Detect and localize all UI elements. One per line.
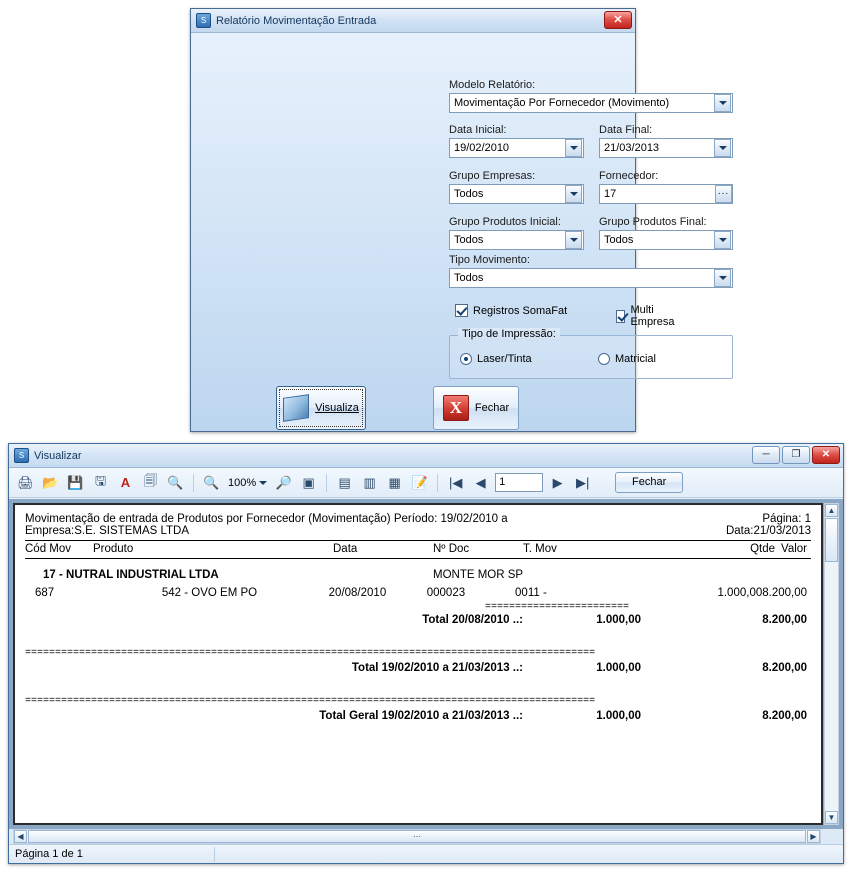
field-grupo-empresas	[449, 170, 584, 204]
modelo-relatorio-label: Modelo Relatório:	[449, 79, 536, 91]
close-x-icon: X	[443, 395, 469, 421]
copy-icon[interactable]: 🗐	[144, 472, 157, 488]
cell-valor: 8.200,00	[762, 587, 807, 599]
field-data-final	[599, 124, 733, 158]
visualiza-button-label: Visualiza	[315, 402, 359, 414]
chevron-down-icon[interactable]	[714, 94, 731, 112]
zoom-in-icon[interactable]: 🔍	[203, 474, 220, 490]
grupo-empresas-combo[interactable]	[449, 184, 584, 204]
vertical-scrollbar[interactable]	[824, 503, 839, 825]
tipo-movimento-value: Todos	[454, 272, 484, 284]
status-extra	[215, 845, 843, 863]
prev-page-icon[interactable]: ◀	[475, 474, 486, 490]
cell-qtde: 1.000,00	[717, 587, 763, 599]
cell-cod-mov: 687	[35, 587, 55, 599]
modelo-relatorio-value: Movimentação Por Fornecedor (Movimento)	[454, 97, 670, 109]
report-content	[15, 505, 821, 722]
checkbox-multi-empresa[interactable]	[616, 304, 678, 328]
calendar-chevron-down-icon[interactable]	[565, 139, 582, 157]
col-t-mov: T. Mov	[523, 543, 557, 555]
radio-laser-tinta[interactable]	[460, 353, 532, 365]
grupo-produtos-final-label: Grupo Produtos Final:	[599, 216, 707, 228]
report-dialog-window	[190, 8, 730, 432]
tipo-movimento-combo[interactable]	[449, 268, 733, 288]
cell-produto: 542 - OVO EM PO	[161, 587, 258, 599]
cell-data: 20/08/2010	[328, 587, 387, 599]
open-icon[interactable]: 📂	[42, 474, 59, 490]
checkbox-registros-somafat[interactable]	[455, 304, 567, 317]
field-tipo-movimento	[449, 254, 733, 288]
table-row	[25, 587, 811, 599]
chevron-down-icon[interactable]	[565, 185, 582, 203]
data-inicial-value: 19/02/2010	[454, 142, 510, 154]
report-column-headers	[25, 543, 811, 555]
horizontal-scroll-thumb[interactable]: ⋯	[28, 830, 806, 843]
data-final-label: Data Final:	[599, 124, 653, 136]
app-icon: S	[196, 13, 211, 28]
total-separator-1: ========================	[485, 602, 630, 613]
supplier-name: 17 - NUTRAL INDUSTRIAL LTDA	[43, 569, 219, 581]
scroll-down-icon[interactable]: ▼	[825, 811, 838, 824]
find-icon[interactable]: 🔍	[167, 474, 184, 490]
preview-titlebar[interactable]	[9, 444, 843, 468]
dialog-button-bar	[191, 370, 635, 431]
col-data: Data	[333, 543, 358, 555]
radio-icon[interactable]	[460, 353, 472, 365]
scroll-left-icon[interactable]: ◀	[14, 830, 27, 843]
total-valor-3: 8.200,00	[762, 710, 807, 722]
fechar-button[interactable]	[433, 386, 519, 430]
report-header-line-2	[25, 525, 811, 537]
grupo-produtos-inicial-combo[interactable]	[449, 230, 584, 250]
horizontal-scrollbar[interactable]	[13, 829, 821, 844]
ellipsis-browse-icon[interactable]: ...	[715, 185, 732, 203]
grupo-produtos-final-value: Todos	[604, 234, 634, 246]
edit-icon[interactable]: 📝	[411, 474, 428, 490]
preview-toolbar	[9, 468, 843, 498]
total-valor-1: 8.200,00	[762, 614, 807, 626]
print-type-legend: Tipo de Impressão:	[458, 328, 560, 340]
dialog-titlebar[interactable]	[191, 9, 635, 33]
grupo-produtos-final-combo[interactable]	[599, 230, 733, 250]
scroll-right-icon[interactable]: ▶	[807, 830, 820, 843]
total-row-1	[25, 614, 811, 626]
zoom-out-icon[interactable]: 🔎	[275, 474, 292, 490]
supplier-city: MONTE MOR SP	[433, 569, 524, 581]
report-title: Movimentação de entrada de Produtos por Fornecedor (Movimentação) Período: 19/02/2010 a	[25, 513, 508, 525]
grupo-empresas-label: Grupo Empresas:	[449, 170, 536, 182]
page-number-input[interactable]: 1	[495, 473, 543, 492]
chevron-down-icon[interactable]	[565, 231, 582, 249]
status-page-info: Página 1 de 1	[15, 848, 83, 860]
first-page-icon[interactable]: |◀	[448, 474, 463, 490]
radio-matricial-label: Matricial	[615, 353, 656, 365]
close-icon[interactable]: ✕	[812, 446, 840, 464]
col-cod-mov: Cód Mov	[25, 543, 72, 555]
toolbar-separator	[437, 474, 438, 492]
report-page-label: Página: 1	[762, 513, 811, 525]
dialog-body	[191, 33, 730, 431]
last-page-icon[interactable]: ▶|	[575, 474, 590, 490]
data-final-input[interactable]	[599, 138, 733, 158]
col-valor: Valor	[781, 543, 807, 555]
field-fornecedor	[599, 170, 733, 204]
minimize-icon[interactable]: ─	[752, 446, 780, 464]
report-company: Empresa:S.E. SISTEMAS LTDA	[25, 525, 190, 537]
save-icon[interactable]: 💾	[67, 474, 84, 490]
total-row-3	[25, 710, 811, 722]
pdf-icon[interactable]: A	[120, 475, 131, 490]
scroll-up-icon[interactable]: ▲	[825, 504, 838, 517]
chevron-down-icon[interactable]	[714, 231, 731, 249]
report-page	[13, 503, 823, 825]
window-controls	[752, 446, 840, 464]
status-bar	[9, 844, 843, 863]
radio-icon[interactable]	[598, 353, 610, 365]
total-label-2: Total 19/02/2010 a 21/03/2013 ..:	[351, 662, 523, 674]
dialog-title: Relatório Movimentação Entrada	[216, 14, 377, 27]
tipo-movimento-label: Tipo Movimento:	[449, 254, 530, 266]
fechar-button-label: Fechar	[474, 402, 510, 414]
checkbox-icon[interactable]	[455, 304, 468, 317]
grupo-produtos-inicial-value: Todos	[454, 234, 484, 246]
total-qtde-2: 1.000,00	[596, 662, 641, 674]
col-produto: Produto	[93, 543, 134, 555]
export-icon[interactable]: 🖫	[94, 472, 107, 488]
maximize-icon[interactable]: ❐	[782, 446, 810, 464]
modelo-relatorio-combo[interactable]	[449, 93, 733, 113]
radio-laser-tinta-label: Laser/Tinta	[477, 353, 532, 365]
continuous-page-icon[interactable]: ▥	[363, 474, 376, 490]
field-modelo-relatorio	[449, 79, 733, 113]
chevron-down-icon[interactable]	[714, 269, 731, 287]
total-label-1: Total 20/08/2010 ..:	[422, 614, 523, 626]
total-separator-2: ===============================================================================================	[25, 648, 596, 659]
data-inicial-label: Data Inicial:	[449, 124, 507, 136]
grupo-empresas-value: Todos	[454, 188, 484, 200]
single-page-icon[interactable]: ▤	[338, 474, 351, 490]
columns-divider	[25, 558, 811, 559]
supplier-row	[25, 569, 811, 581]
preview-title: Visualizar	[34, 449, 82, 462]
grupo-produtos-inicial-label: Grupo Produtos Inicial:	[449, 216, 561, 228]
report-header-line-1	[25, 513, 811, 525]
fornecedor-input[interactable]	[599, 184, 733, 204]
vertical-scroll-thumb[interactable]	[825, 518, 838, 562]
visualiza-button[interactable]	[276, 386, 366, 430]
cell-n-doc: 000023	[426, 587, 466, 599]
facing-page-icon[interactable]: ▦	[388, 474, 401, 490]
zoom-level-value: 100%	[228, 476, 257, 489]
field-grupo-produtos-final	[599, 216, 733, 250]
preview-window	[8, 443, 844, 864]
header-divider	[25, 540, 811, 541]
data-final-value: 21/03/2013	[604, 142, 660, 154]
field-grupo-produtos-inicial	[449, 216, 584, 250]
fit-page-icon[interactable]: ▣	[302, 474, 315, 490]
total-valor-2: 8.200,00	[762, 662, 807, 674]
print-icon[interactable]: 🖨	[17, 474, 34, 490]
close-icon[interactable]: ✕	[604, 11, 632, 29]
total-separator-3: ===============================================================================================	[25, 696, 596, 707]
radio-matricial[interactable]	[598, 353, 656, 365]
col-n-doc: Nº Doc	[433, 543, 470, 555]
checkbox-registros-somafat-label: Registros SomaFat	[473, 304, 568, 317]
preview-fechar-button[interactable]: Fechar	[615, 472, 683, 493]
col-qtde: Qtde	[750, 543, 775, 555]
preview-cube-icon	[283, 394, 309, 422]
cell-t-mov: 0011 -	[515, 587, 547, 599]
total-qtde-1: 1.000,00	[596, 614, 641, 626]
preview-canvas	[9, 499, 843, 829]
zoom-level-select[interactable]	[226, 474, 269, 492]
toolbar-separator	[193, 474, 194, 492]
calendar-chevron-down-icon[interactable]	[714, 139, 731, 157]
checkbox-icon[interactable]	[616, 310, 625, 323]
toolbar-separator	[326, 474, 327, 492]
dialog-form	[191, 33, 730, 370]
next-page-icon[interactable]: ▶	[552, 474, 563, 490]
data-inicial-input[interactable]	[449, 138, 584, 158]
app-icon: S	[14, 448, 29, 463]
total-row-2	[25, 662, 811, 674]
report-date: Data:21/03/2013	[725, 525, 811, 537]
total-label-3: Total Geral 19/02/2010 a 21/03/2013 ..:	[319, 710, 523, 722]
fornecedor-value: 17	[604, 188, 617, 200]
total-qtde-3: 1.000,00	[596, 710, 641, 722]
fornecedor-label: Fornecedor:	[599, 170, 659, 182]
checkbox-multi-empresa-label: Multi Empresa	[630, 304, 675, 328]
field-data-inicial	[449, 124, 584, 158]
